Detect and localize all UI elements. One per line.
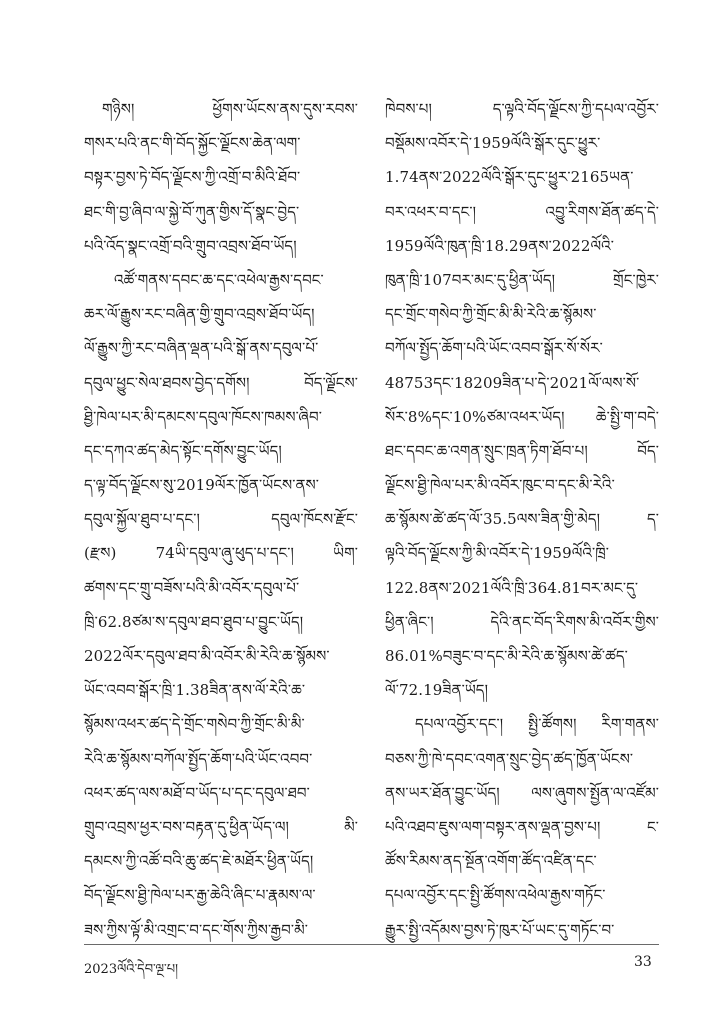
body-line: ད་ལྟ་བོད་ལྗོངས་སུ་2019ལོར་ཁྱོན་ཡོངས་ནས་ <box>84 476 320 495</box>
body-line: གཉིས། ཕྱོགས་ཡོངས་ནས་དུས་རབས་ <box>102 100 358 118</box>
body-line: དང་དཀའ་ཚད་མེད་སྟོང་དགོས་བྱུང་ཡོད། <box>84 441 282 460</box>
body-line: 122.8ནས་2021ལོའི་ཁྲི་364.81བར་མང་དུ་ <box>385 578 639 597</box>
body-line: ནས་ཡར་ཐོན་བྱུང་ཡོད། ལས་ཞུགས་སྤྱོན་ལ་འཛོམ་ <box>385 783 659 802</box>
body-line: ཚགས་དང་གྲུ་བཟོས་པའི་མི་འབོར་དབུལ་པོ་ <box>84 578 300 597</box>
footer-divider <box>84 944 659 945</box>
body-line: 1959ལོའི་ཁུན་ཁྲི་18.29ནས་2022ལོའི་ <box>385 236 614 255</box>
body-line: ཡོང་འབབ་སྒོར་ཁྲི་1.38ཟིན་ནས་ལོ་རེའི་ཆ་ <box>84 681 306 700</box>
body-line: ཆ་སྙོམས་ཚེ་ཚད་ལོ་35.5ལས་ཟིན་གྱི་མེད། ད་ <box>385 510 659 529</box>
body-line: ཐང་གི་བྱ་ཞིབ་ལ་སྐྱེ་བོ་ཀུན་གྱིས་དོ་སྣང་བྱེད་ <box>84 202 300 221</box>
body-line: ཁྲི་62.8ཙམ་ས་དབུལ་ཐབ་ཐུབ་པ་བྱུང་ཡོད། <box>84 612 304 631</box>
body-line: ཆར་ལོ་རྒྱུས་རང་བཞིན་གྱི་གྲུབ་འབྲས་ཐོབ་ཡོད། <box>84 305 315 324</box>
body-line: བོད་ལྗོངས་ཐྱི་ཁེལ་པར་རྒྱ་ཆེའི་ཞིང་པ་རྣམས་ལ་ <box>84 886 316 905</box>
body-line: ཁུན་ཁྲི་107བར་མང་དུ་ཕྱིན་ཡོད། གྲོང་ཁྱེར་ <box>385 270 659 289</box>
body-line: ཚོས་རིམས་ནད་སྔོན་འགོག་ཚོད་འཛིན་དང་ <box>385 852 597 871</box>
body-line: སྙོམས་འཕར་ཚད་དེ་གྲོང་གསེབ་ཀྱི་གྲོང་མི་མི་ <box>84 715 305 734</box>
body-line: དམངས་ཀྱི་འཚོ་བའི་ཆུ་ཚད་ཇེ་མཐོར་ཕྱིན་ཡོད། <box>84 852 314 871</box>
body-line: བར་འཕར་བ་དང་། འབྱུ་རིགས་ཐོན་ཚད་དེ་ <box>385 202 659 221</box>
body-line: བཅས་ཀྱི་ཁེ་དབང་འགན་སྲུང་བྱེད་ཚད་ཁྱོན་ཡོངས་ <box>385 749 634 768</box>
body-line: པའི་འོད་སྣང་འགྲོ་བའི་གྲུབ་འབྲས་ཐོབ་ཡོད། <box>84 236 297 255</box>
body-line: འཕར་ཚད་ལས་མཐོ་བ་ཡོད་པ་དང་དབུལ་ཐབ་ <box>84 783 310 802</box>
body-line: ཁེབས་པ། ད་ལྟའི་བོད་ལྗོངས་ཀྱི་དཔལ་འབྱོར་ <box>385 100 659 118</box>
body-line: དང་གྲོང་གསེབ་ཀྱི་གྲོང་མི་མི་རེའི་ཆ་སྙོམས་ <box>385 305 597 324</box>
body-line: ཐང་དབང་ཆ་འགན་སྲུང་ཁྲན་ཏིག་ཐོབ་པ། བོད་ <box>385 441 659 460</box>
body-line: སོར་8%དང་10%ཙམ་འཕར་ཡོད། ཆེ་སྤྱི་ག་བདེ་ <box>385 407 659 426</box>
body-line: 86.01%བཟུང་བ་དང་མི་རེའི་ཆ་སྙོམས་ཚེ་ཚད་ <box>385 647 628 665</box>
body-line: ཐྱི་ཁེལ་པར་མི་དམངས་དབུལ་ཁོངས་ཁམས་ཞིབ་ <box>84 407 322 426</box>
paragraph-start-line: དཔལ་འབྱོར་དང་། སྤྱི་ཚོགས། རིག་གནས་ <box>415 715 659 734</box>
body-line: ཕྱིན་ཞིང་། དེའི་ནང་བོད་རིགས་མི་འབོར་གྱིས་ <box>385 612 659 631</box>
left-column <box>84 92 358 947</box>
body-line: 2022ལོར་དབུལ་ཐབ་མི་འབོར་མི་རེའི་ཆ་སྙོམས་ <box>84 647 330 665</box>
body-line: བསྟར་བྱས་ཏེ་བོད་ལྗོངས་ཀྱི་འགྲོ་བ་མིའི་ཐོབ་ <box>84 168 301 187</box>
body-line: དབུལ་ཕྱུང་སེལ་ཐབས་བྱེད་དགོས། བོད་ལྗོངས་ <box>84 373 358 392</box>
body-line: (རྫས) 74ཡི་དབུལ་ཞུ་ཕུད་པ་དང་། ཡིག་ <box>84 544 358 563</box>
body-line: རེའི་ཆ་སྙོམས་བཀོལ་སྤྱོད་ཆོག་པའི་ཡོང་འབབ་ <box>84 749 313 768</box>
body-line: ལྗོངས་ཐྱི་ཁེལ་པར་མི་འབོར་ཁུང་བ་དང་མི་རེའི་ <box>385 476 615 495</box>
body-line: བསྡོམས་འབོར་དེ་1959ལོའི་སྒོར་དུང་ཕྱུར་ <box>385 134 601 153</box>
body-line: 48753དང་18209ཟིན་པ་དེ་2021ལོ་ལས་སོ་ <box>385 373 640 392</box>
body-line: པའི་འཐབ་ཇུས་ལག་བསྟར་ནས་ལྡན་བྱས་པ། ང་ <box>385 817 659 836</box>
body-line: ལྟའི་བོད་ལྗོངས་ཀྱི་མི་འབོར་དེ་1959ལོའི་ཁྲི་ <box>385 544 610 563</box>
paragraph-start-line: འཚོ་གནས་དབང་ཆ་དང་འཕེལ་རྒྱས་དབང་ <box>114 270 324 289</box>
body-line: དཔལ་འབྱོར་དང་སྤྱི་ཚོགས་འཕེལ་རྒྱས་གཏོང་ <box>385 886 606 905</box>
body-line: ཟས་ཀྱིས་ལྟོ་མི་འགྲང་བ་དང་གོས་ཀྱིས་རྒྱབ་མི་ <box>84 920 309 939</box>
body-line: རྒྱུར་སྤྱི་འདོམས་བྱས་ཏེ་ཁུར་པོ་ཡང་དུ་གཏོང་བ་ <box>385 920 615 939</box>
page-number: 33 <box>634 954 652 970</box>
body-line: གྲུབ་འབྲས་ཕྱར་བས་བརྟན་དུ་ཕྱིན་ཡོད་ལ། མི་ <box>84 817 358 836</box>
body-line: གསར་པའི་ནང་གི་བོད་སྐྱོང་ལྗོངས་ཆེན་ལག་ <box>84 134 301 153</box>
body-line: བཀོལ་སྤྱོད་ཆོག་པའི་ཡོང་འབབ་སྒོར་སོ་སོར་ <box>385 339 603 358</box>
body-line: 1.74ནས་2022ལོའི་སྒོར་དུང་ཕྱུར་2165ཡན་ <box>385 168 634 187</box>
body-line: དབུལ་སྐྱོལ་ཐུབ་པ་དང་། དབུལ་ཁོངས་རྫོང་ <box>84 510 358 529</box>
right-column <box>385 92 659 947</box>
body-line: ལོ་རྒྱུས་ཀྱི་རང་བཞིན་ལྡན་པའི་སྒོ་ནས་དབུལ་པོ་ <box>84 339 319 358</box>
footer-issue-label: 2023ལོའི་དེབ་ལྔ་པ། <box>84 962 178 977</box>
body-line: ལོ་72.19ཟིན་ཡོད། <box>385 681 489 700</box>
